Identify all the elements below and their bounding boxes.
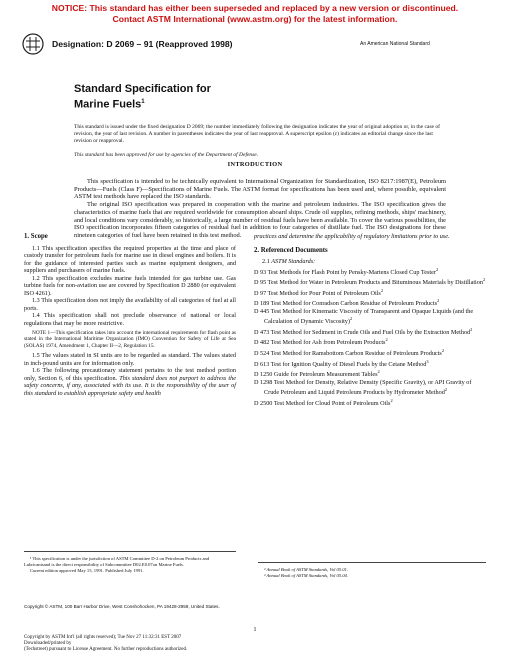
referenced-document-item: D 1298 Test Method for Density, Relative Density (Specific Gravity), or API Gravity of Crude Petroleum and Liquid Petroleum Products by Hydrometer Method$^2$ [254,378,472,397]
referenced-document-item: D 445 Test Method for Kinematic Viscosity of Transparent and Opaque Liquids (and the Calculation of Dynamic Viscosity)$^2$ [254,307,474,326]
introduction-heading: INTRODUCTION [227,161,283,168]
footnotes-left [24,551,236,573]
scope-1-4: 1.4 This specification shall not preclude observance of national or local regulations that may be more restrictive. [24,312,236,327]
notice-line-2: Contact ASTM International (www.astm.org) for the latest information. [112,13,398,24]
document-title [74,83,211,111]
referenced-document-item: D 2500 Test Method for Cloud Point of Petroleum Oils$^2$ [254,397,393,407]
note-1: NOTE 1—This specification takes into account the international requirements for flash point as stated in the International Maritime Organization (IMO) Convention for Safety of Life at Sea (SOLAS) 1974, Amendment 1, Chapter II—2, Regulation 15. [24,330,236,349]
referenced-document-item: D 473 Test Method for Sediment in Crude Oils and Fuel Oils by the Extraction Method$^2$ [254,326,473,336]
intro-paragraph-1: This specification is intended to be technically equivalent to International Organization for Standardization, ISO 8217:1987(E), Petroleum Products—Fuels (Class F)—Specifications of Marine Fuels. The ASTM format for specifications has been used and, where possible, equivalent ASTM test methods have replaced the ISO standards. [74,178,446,201]
footnote-2: ² Annual Book of ASTM Standards, Vol 05.01. [264,567,348,572]
referenced-document-item: D 95 Test Method for Water in Petroleum Products and Bituminous Materials by Distillation$^2$ [254,277,486,287]
dod-note: This standard has been approved for use by agencies of the Department of Defense. [74,152,259,158]
scope-1-3: 1.3 This specification does not imply the availability of all categories of fuel at all ports. [24,297,236,312]
referenced-documents-list [254,266,486,408]
referenced-document-item: D 97 Test Method for Pour Point of Petroleum Oils$^2$ [254,287,384,297]
referenced-document-item: D 524 Test Method for Ramsbottom Carbon Residue of Petroleum Products$^2$ [254,347,445,357]
download-footer [24,635,187,654]
issued-note: This standard is issued under the fixed designation D 2069; the number immediately following the designation indicates the year of original adoption or, in the case of revision, the year of last revision. A number in parentheses indicates the year of last reapproval. A superscript epsilon (ε) indicates an editorial change since the last revision or reapproval. [74,124,440,144]
scope-1-2: 1.2 This specification excludes marine fuels intended for gas turbine use. Gas turbine fuels for non-aviation use are covered by Specification D 2880 (or equivalent ISO 4261). [24,274,236,297]
footer-line-3: (Techstreet) pursuant to License Agreement. No further reproductions authorized. [24,647,188,653]
title-line-2: Marine Fuels$^1$ [74,98,145,111]
astm-standards-subheading: 2.1 ASTM Standards: [262,258,316,265]
referenced-document-item: D 482 Test Method for Ash from Petroleum Products$^2$ [254,337,388,347]
footer-line-2: Downloaded/printed by [24,641,72,647]
scope-1-6: 1.6 The following precautionary statement pertains to the test method portion only, Section 6, of this specification. This standard does not purport to address the safety concerns, if any, associated with its use. It is the responsibility of the user of this standard to establish appropriate safety and health [24,367,236,397]
copyright-line: Copyright © ASTM, 100 Barr Harbor Drive, West Conshohocken, PA 19428-2959, United States. [24,604,220,609]
astm-logo-icon [22,33,44,55]
title-line-1: Standard Specification for [74,83,211,95]
footnotes-right [258,562,486,579]
scope-1-6-continued: practices and determine the applicability of regulatory limitations prior to use. [254,233,450,240]
referenced-document-item: D 189 Test Method for Conradson Carbon Residue of Petroleum Products$^2$ [254,298,440,308]
footnote-1: ¹ This specification is under the jurisdiction of ASTM Committee D-2 on Petroleum Products and Lubricantsand is the direct responsibility of Subcommittee D02.E0.07on Marine Fuels. [24,556,210,567]
scope-heading: 1. Scope [24,233,48,240]
footnote-3: ³ Annual Book of ASTM Standards, Vol 05.04. [264,572,348,578]
footer-line-1: Copyright by ASTM Int'l (all rights reserved); Tue Nov 27 11:32:31 EST 2007 [24,635,182,640]
left-column [24,233,236,397]
scope-1-1: 1.1 This specification specifies the required properties at the time and place of custody transfer for petroleum fuels for marine use in diesel engines and boilers. It is for the guidance of interested parties such as marine equipment designers, and suppliers and purchasers of marine fuels. [24,244,236,274]
footnote-approval: Current edition approved May 15, 1991. Published July 1991. [30,567,144,573]
referenced-document-item: D 613 Test for Ignition Quality of Diesel Fuels by the Cetane Method$^3$ [254,358,429,368]
right-column [254,233,486,407]
designation: Designation: D 2069 – 91 (Reapproved 1998) [52,39,233,49]
intro-paragraph-2: The original ISO specification was prepared in cooperation with the marine and petroleum industries. The ISO specification gives the characteristics of marine fuels that are required worldwide for consumption aboard ships. Crude oil supplies, refining methods, ships' machinery, and local conditions vary considerably, so historically, a large number of residual fuels have been available. To cover the various possibilities, the ISO specification incorporates fifteen categories of residual fuel in addition to four categories of distillate fuel. The ISO designations for these nineteen categories of fuel have been retained in this test method. [74,201,446,239]
referenced-documents-heading: 2. Referenced Documents [254,246,328,254]
american-national-standard-label: An American National Standard [360,41,430,47]
notice-line-1: NOTICE: This standard has either been superseded and replaced by a new version or discontinued. [51,3,459,13]
scope-1-5: 1.5 The values stated in SI units are to be regarded as standard. The values stated in inch-pound units are for information only. [24,352,236,367]
introduction-body [74,178,446,240]
referenced-document-item: D 1250 Guide for Petroleum Measurement Tables$^2$ [254,369,380,379]
referenced-document-item: D 93 Test Methods for Flash Point by Pensky-Martens Closed Cup Tester$^2$ [254,266,439,276]
supersession-notice [0,3,510,24]
page-number: 1 [253,627,257,633]
